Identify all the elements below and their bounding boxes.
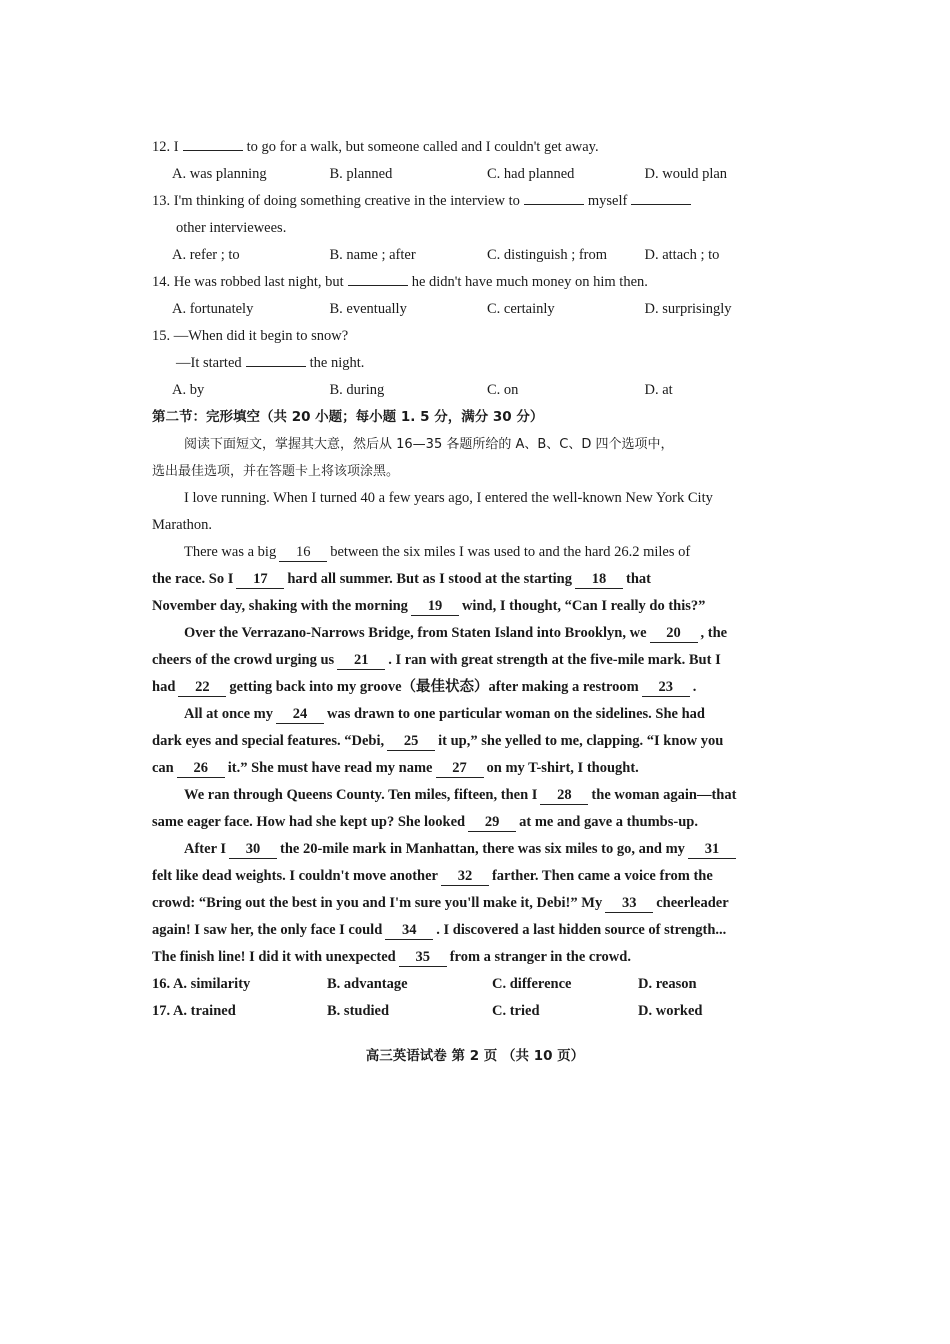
option-a: A. by	[172, 382, 205, 398]
passage-text: Over the Verrazano-Narrows Bridge, from Staten Island into Brooklyn, we	[184, 625, 647, 641]
question-13-stem	[152, 188, 802, 215]
passage-text: There was a big	[184, 544, 277, 560]
passage-text: getting back into my groove（最佳状态）after making a restroom	[229, 679, 639, 695]
passage-text: the race. So I	[152, 571, 234, 587]
blank-22: 22	[178, 678, 226, 697]
option-c: C. had planned	[487, 166, 575, 182]
blank-28: 28	[540, 786, 588, 805]
option-b: B. name ; after	[329, 247, 416, 263]
option-a: A. refer ; to	[172, 247, 240, 263]
passage-text: All at once my	[184, 706, 273, 722]
question-14-stem	[152, 269, 802, 296]
option-c: C. tried	[492, 1003, 540, 1019]
passage-text: farther. Then came a voice from the	[491, 868, 713, 884]
passage-text: that	[626, 571, 651, 587]
passage-text: dark eyes and special features. “Debi,	[152, 733, 385, 749]
passage-text: on my T-shirt, I thought.	[486, 760, 639, 776]
passage-text: had	[152, 679, 176, 695]
passage-text: the woman again—that	[591, 787, 737, 803]
passage-text: cheers of the crowd urging us	[152, 652, 335, 668]
option-d: D. attach ; to	[644, 247, 720, 263]
blank-19: 19	[411, 597, 459, 616]
blank-27: 27	[436, 759, 484, 778]
question-13-options	[152, 242, 802, 269]
question-17-options	[152, 998, 802, 1025]
option-c: C. difference	[492, 976, 572, 992]
blank-26: 26	[177, 759, 225, 778]
blank-24: 24	[276, 705, 324, 724]
passage-text: can	[152, 760, 174, 776]
blank-30: 30	[229, 840, 277, 859]
passage-text: The finish line! I did it with unexpected	[152, 949, 396, 965]
option-a: 16. A. similarity	[152, 976, 251, 992]
passage-text: felt like dead weights. I couldn't move another	[152, 868, 438, 884]
passage-text: . I discovered a last hidden source of strength...	[436, 922, 727, 938]
answer-blank	[183, 134, 243, 151]
passage-text: , the	[700, 625, 728, 641]
option-a: A. was planning	[172, 166, 267, 182]
passage-text: .	[692, 679, 697, 695]
question-13-stem-cont: other interviewees.	[176, 220, 287, 236]
question-text: to go for a walk, but someone called and I couldn't get away.	[246, 139, 599, 155]
passage-text: hard all summer. But as I stood at the starting	[287, 571, 572, 587]
passage-text: crowd: “Bring out the best in you and I'm sure you'll make it, Debi!” My	[152, 895, 603, 911]
passage-line	[152, 647, 802, 674]
passage-line	[152, 782, 802, 809]
option-b: B. during	[329, 382, 385, 398]
passage-line	[152, 593, 802, 620]
option-b: B. advantage	[327, 976, 408, 992]
blank-17: 17	[236, 570, 284, 589]
blank-21: 21	[337, 651, 385, 670]
passage-text: at me and gave a thumbs-up.	[519, 814, 698, 830]
answer-blank	[631, 188, 691, 205]
passage-text: cheerleader	[656, 895, 729, 911]
blank-34: 34	[385, 921, 433, 940]
blank-16: 16	[279, 543, 327, 562]
passage-text: wind, I thought, “Can I really do this?”	[461, 598, 706, 614]
question-15-reply	[152, 350, 802, 377]
passage-text: was drawn to one particular woman on the sidelines. She had	[327, 706, 705, 722]
section-title: 第二节：完形填空（共 20 小题；每小题 1. 5 分，满分 30 分）	[152, 409, 544, 425]
passage-line	[152, 863, 802, 890]
option-a: 17. A. trained	[152, 1003, 236, 1019]
option-d: D. surprisingly	[644, 301, 732, 317]
passage-text: it up,” she yelled to me, clapping. “I know you	[438, 733, 724, 749]
answer-blank	[524, 188, 584, 205]
blank-32: 32	[441, 867, 489, 886]
page-content	[152, 134, 802, 1025]
passage-text: between the six miles I was used to and the hard 26.2 miles of	[330, 544, 691, 560]
answer-blank	[246, 350, 306, 367]
option-d: D. reason	[638, 976, 697, 992]
question-text: 13. I'm thinking of doing something creative in the interview to	[152, 193, 520, 209]
passage-text: it.” She must have read my name	[227, 760, 433, 776]
passage-line	[152, 674, 802, 701]
passage-line	[152, 944, 802, 971]
question-14-options	[152, 296, 802, 323]
passage-line	[152, 917, 802, 944]
answer-blank	[348, 269, 408, 286]
option-c: C. on	[487, 382, 519, 398]
question-text: 12. I	[152, 139, 179, 155]
passage-line	[152, 728, 802, 755]
question-16-options	[152, 971, 802, 998]
question-text: myself	[587, 193, 628, 209]
question-text: the night.	[309, 355, 365, 371]
passage-line: Marathon.	[152, 517, 212, 533]
section-instructions-cont: 选出最佳选项，并在答题卡上将该项涂黑。	[152, 464, 400, 479]
blank-31: 31	[688, 840, 736, 859]
passage-line	[152, 620, 802, 647]
blank-29: 29	[468, 813, 516, 832]
option-b: B. eventually	[329, 301, 407, 317]
passage-line	[152, 809, 802, 836]
option-c: C. distinguish ; from	[487, 247, 608, 263]
question-15-options	[152, 377, 802, 404]
option-d: D. at	[644, 382, 673, 398]
blank-33: 33	[605, 894, 653, 913]
question-text: he didn't have much money on him then.	[411, 274, 648, 290]
passage-text: again! I saw her, the only face I could	[152, 922, 383, 938]
option-b: B. studied	[327, 1003, 390, 1019]
passage-text: We ran through Queens County. Ten miles, fifteen, then I	[184, 787, 538, 803]
passage-line	[152, 755, 802, 782]
option-a: A. fortunately	[172, 301, 254, 317]
passage-text: same eager face. How had she kept up? She looked	[152, 814, 466, 830]
page-footer: 高三英语试卷 第 2 页 （共 10 页）	[365, 1048, 585, 1064]
blank-35: 35	[399, 948, 447, 967]
question-text: —It started	[176, 355, 242, 371]
passage-line	[152, 539, 802, 566]
question-12-stem	[152, 134, 802, 161]
blank-25: 25	[387, 732, 435, 751]
passage-line: I love running. When I turned 40 a few years ago, I entered the well-known New York City	[184, 490, 713, 506]
passage-text: November day, shaking with the morning	[152, 598, 408, 614]
question-12-options	[152, 161, 802, 188]
option-c: C. certainly	[487, 301, 555, 317]
passage-line	[152, 566, 802, 593]
blank-20: 20	[650, 624, 698, 643]
passage-line	[152, 890, 802, 917]
option-d: D. worked	[638, 1003, 703, 1019]
question-15-stem: 15. —When did it begin to snow?	[152, 328, 349, 344]
passage-text: After I	[184, 841, 227, 857]
blank-23: 23	[642, 678, 690, 697]
passage-text: . I ran with great strength at the five-mile mark. But I	[388, 652, 721, 668]
option-b: B. planned	[329, 166, 393, 182]
passage-line	[152, 836, 802, 863]
passage-text: from a stranger in the crowd.	[449, 949, 631, 965]
blank-18: 18	[575, 570, 623, 589]
passage-text: the 20-mile mark in Manhattan, there was six miles to go, and my	[280, 841, 685, 857]
option-d: D. would plan	[644, 166, 728, 182]
passage-line	[152, 701, 802, 728]
question-text: 14. He was robbed last night, but	[152, 274, 344, 290]
section-instructions: 阅读下面短文，掌握其大意，然后从 16—35 各题所给的 A、B、C、D 四个选项中，	[184, 437, 674, 452]
